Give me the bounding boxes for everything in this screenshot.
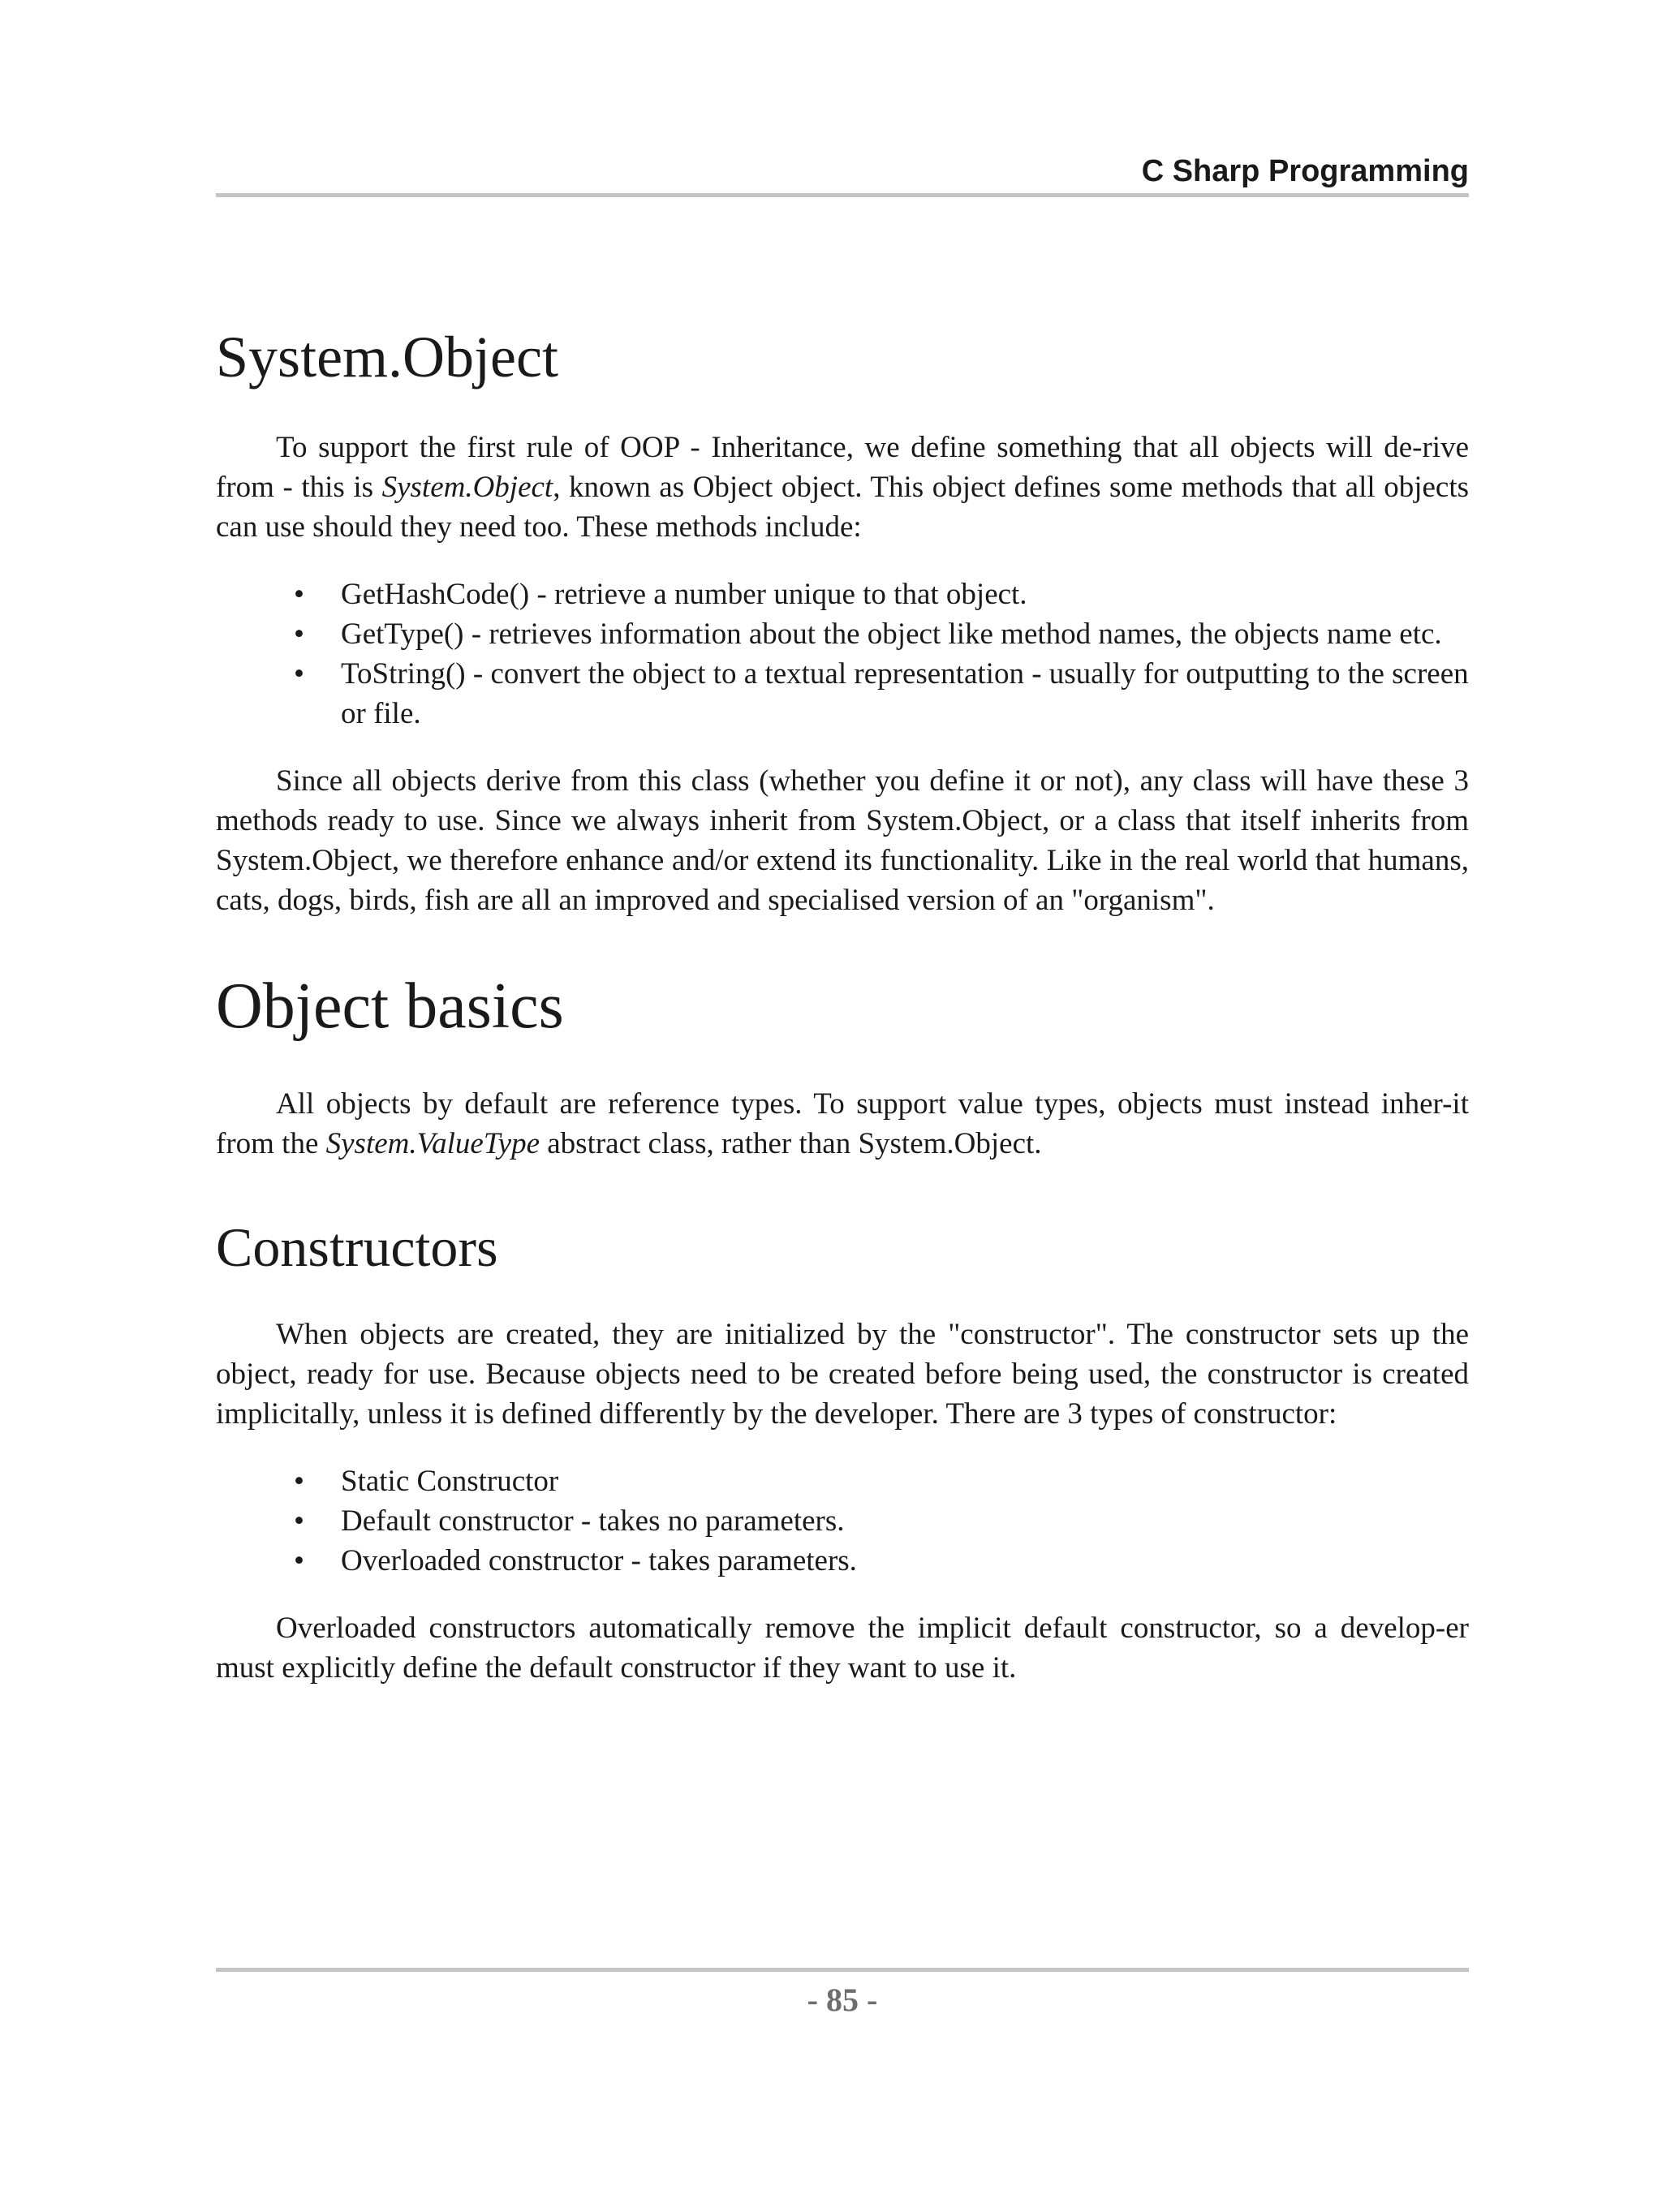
- list-item-text: Overloaded constructor - takes parameters.: [341, 1544, 857, 1577]
- constructors-intro-paragraph: When objects are created, they are initialized by the "constructor". The constructor sets up the object, ready for use. Because objects need to be created before being used, the constructor is created implicitally, unless it is defined differently by the developer. There are 3 types of constructor:: [216, 1318, 1469, 1431]
- object-basics-paragraph: [216, 1084, 1469, 1164]
- page-content: [216, 321, 1469, 1688]
- bullet-icon: •: [294, 657, 304, 691]
- basics-text-end: abstract class, rather than System.Object.: [540, 1127, 1042, 1160]
- list-item-text: GetType() - retrieves information about the object like method names, the objects name etc.: [341, 618, 1442, 651]
- section-heading-object-basics: Object basics: [216, 970, 564, 1042]
- intro-text-italic: System.Object: [381, 471, 553, 504]
- overloaded-constructors-paragraph: Overloaded constructors automatically remove the implicit default constructor, so a develop-er must explicitly define the default constructor if they want to use it.: [216, 1612, 1469, 1685]
- bullet-icon: •: [294, 1544, 304, 1577]
- system-object-intro-paragraph: [216, 428, 1469, 547]
- running-header: C Sharp Programming: [1141, 154, 1469, 188]
- bullet-icon: •: [294, 1465, 304, 1498]
- bullet-icon: •: [294, 578, 304, 611]
- intro-text-start: To support the first rule of OOP - Inheritance, we define something that all objects will de-rive from - this is: [216, 431, 1469, 504]
- list-item: [216, 1501, 1469, 1541]
- list-item-text: GetHashCode() - retrieve a number unique to that object.: [341, 578, 1027, 611]
- methods-list: [216, 575, 1469, 734]
- list-item: [216, 1461, 1469, 1501]
- intro-text-end: , known as Object object. This object defines some methods that all objects can use should they need too. These methods include:: [216, 471, 1469, 544]
- list-item-text: Default constructor - takes no parameters.: [341, 1504, 845, 1538]
- bullet-icon: •: [294, 618, 304, 651]
- system-object-inheritance-paragraph: Since all objects derive from this class (whether you define it or not), any class will have these 3 methods ready to use. Since we always inherit from System.Object, or a class that itself inherits from System.Object, we therefore enhance and/or extend its functionality. Like in the real world that humans, cats, dogs, birds, fish are all an improved and specialised version of an "organism".: [216, 764, 1469, 917]
- list-item: [216, 575, 1469, 614]
- list-item-text: ToString() - convert the object to a textual representation - usually for outputting to the screen or file.: [341, 657, 1469, 730]
- list-item: [216, 654, 1469, 734]
- list-item-text: Static Constructor: [341, 1465, 559, 1498]
- list-item: [216, 1541, 1469, 1581]
- bullet-icon: •: [294, 1504, 304, 1538]
- footer-rule: [216, 1968, 1469, 1972]
- basics-text-italic: System.ValueType: [325, 1127, 540, 1160]
- page-number: - 85 -: [807, 1982, 878, 2018]
- header-rule: [216, 193, 1469, 197]
- section-heading-system-object: System.Object: [216, 325, 558, 389]
- list-item: [216, 614, 1469, 654]
- basics-text-start: All objects by default are reference types. To support value types, objects must instead inher-it from the: [216, 1087, 1469, 1160]
- section-heading-constructors: Constructors: [216, 1216, 498, 1278]
- constructor-types-list: [216, 1461, 1469, 1581]
